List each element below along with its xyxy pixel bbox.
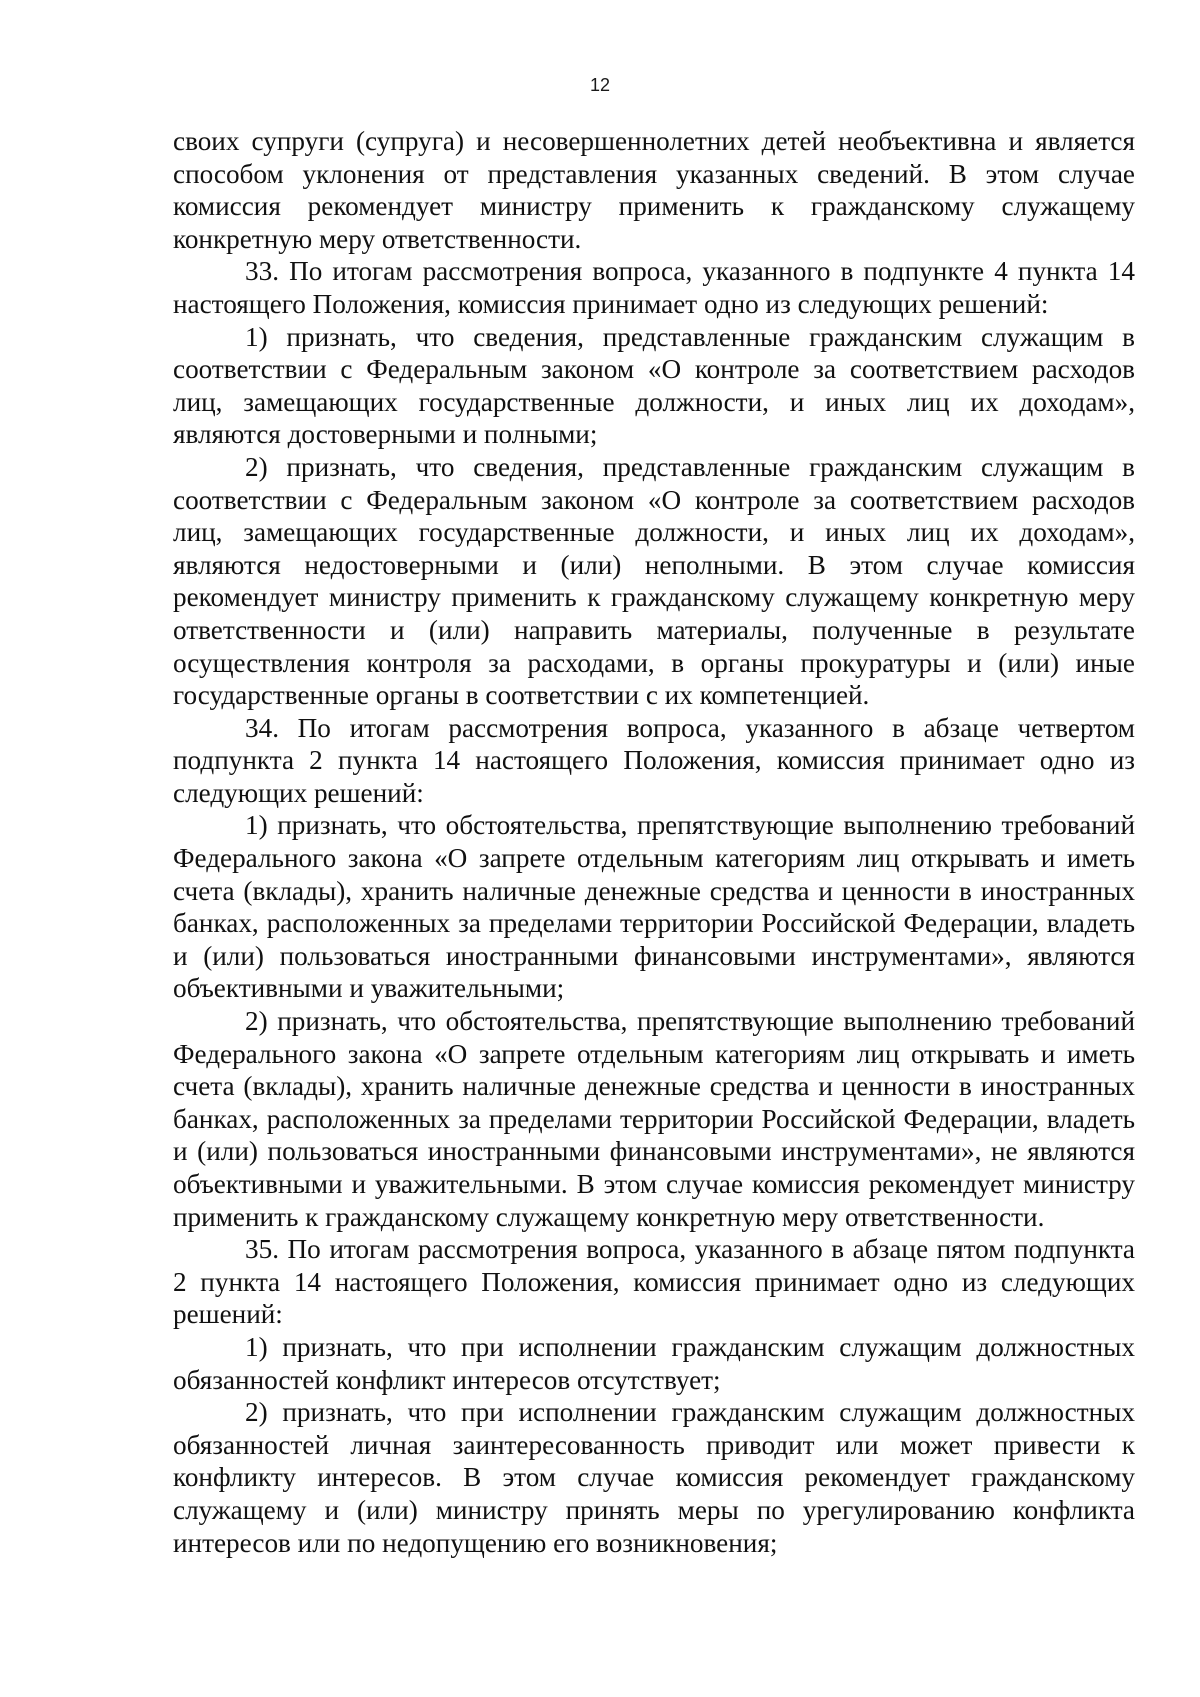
- paragraph-continuation: своих супруги (супруга) и несовершеннолетних детей необъективна и является способом уклонения от представления указанных сведений. В этом случае комиссия рекомендует министру применить к гражданскому служащему конкретную меру ответственности.: [173, 126, 1135, 254]
- paragraph-34-subitem-2: 2) признать, что обстоятельства, препятствующие выполнению требований Федерального закона «О запрете отдельным категориям лиц открывать и иметь счета (вклады), хранить наличные денежные средства и ценности в иностранных банках, расположенных за пределами территории Российской Федерации, владеть и (или) пользоваться иностранными финансовыми инструментами», не являются объективными и уважительными. В этом случае комиссия рекомендует министру применить к гражданскому служащему конкретную меру ответственности.: [173, 1006, 1135, 1232]
- paragraph-item-33: 33. По итогам рассмотрения вопроса, указанного в подпункте 4 пункта 14 настоящего Положения, комиссия принимает одно из следующих решений:: [173, 256, 1135, 319]
- paragraph-35-subitem-1: 1) признать, что при исполнении гражданским служащим должностных обязанностей конфликт интересов отсутствует;: [173, 1331, 1135, 1395]
- paragraph-item-35: 35. По итогам рассмотрения вопроса, указанного в абзаце пятом подпункта 2 пункта 14 настоящего Положения, комиссия принимает одно из следующих решений:: [173, 1234, 1135, 1330]
- page-number: 12: [589, 75, 611, 95]
- paragraph-33-subitem-2: 2) признать, что сведения, представленные гражданским служащим в соответствии с Федеральным законом «О контроле за соответствием расходов лиц, замещающих государственные должности, и иных лиц их доходам», являются недостоверными и (или) неполными. В этом случае комиссия рекомендует министру применить к гражданскому служащему конкретную меру ответственности и (или) направить материалы, полученные в результате осуществления контроля за расходами, в органы прокуратуры и (или) иные государственные органы в соответствии с их компетенцией.: [173, 451, 1135, 711]
- paragraph-33-subitem-1: 1) признать, что сведения, представленные гражданским служащим в соответствии с Федеральным законом «О контроле за соответствием расходов лиц, замещающих государственные должности, и иных лиц их доходам», являются достоверными и полными;: [173, 321, 1135, 450]
- document-body: [173, 125, 1135, 1559]
- paragraph-34-subitem-1: 1) признать, что обстоятельства, препятствующие выполнению требований Федерального закона «О запрете отдельным категориям лиц открывать и иметь счета (вклады), хранить наличные денежные средства и ценности в иностранных банках, расположенных за пределами территории Российской Федерации, владеть и (или) пользоваться иностранными финансовыми инструментами», являются объективными и уважительными;: [173, 810, 1135, 1004]
- paragraph-35-subitem-2: 2) признать, что при исполнении гражданским служащим должностных обязанностей личная заинтересованность приводит или может привести к конфликту интересов. В этом случае комиссия рекомендует гражданскому служащему и (или) министру принять меры по урегулированию конфликта интересов или по недопущению его возникновения;: [173, 1397, 1135, 1558]
- paragraph-item-34: 34. По итогам рассмотрения вопроса, указанного в абзаце четвертом подпункта 2 пункта 14 настоящего Положения, комиссия принимает одно из следующих решений:: [173, 712, 1135, 808]
